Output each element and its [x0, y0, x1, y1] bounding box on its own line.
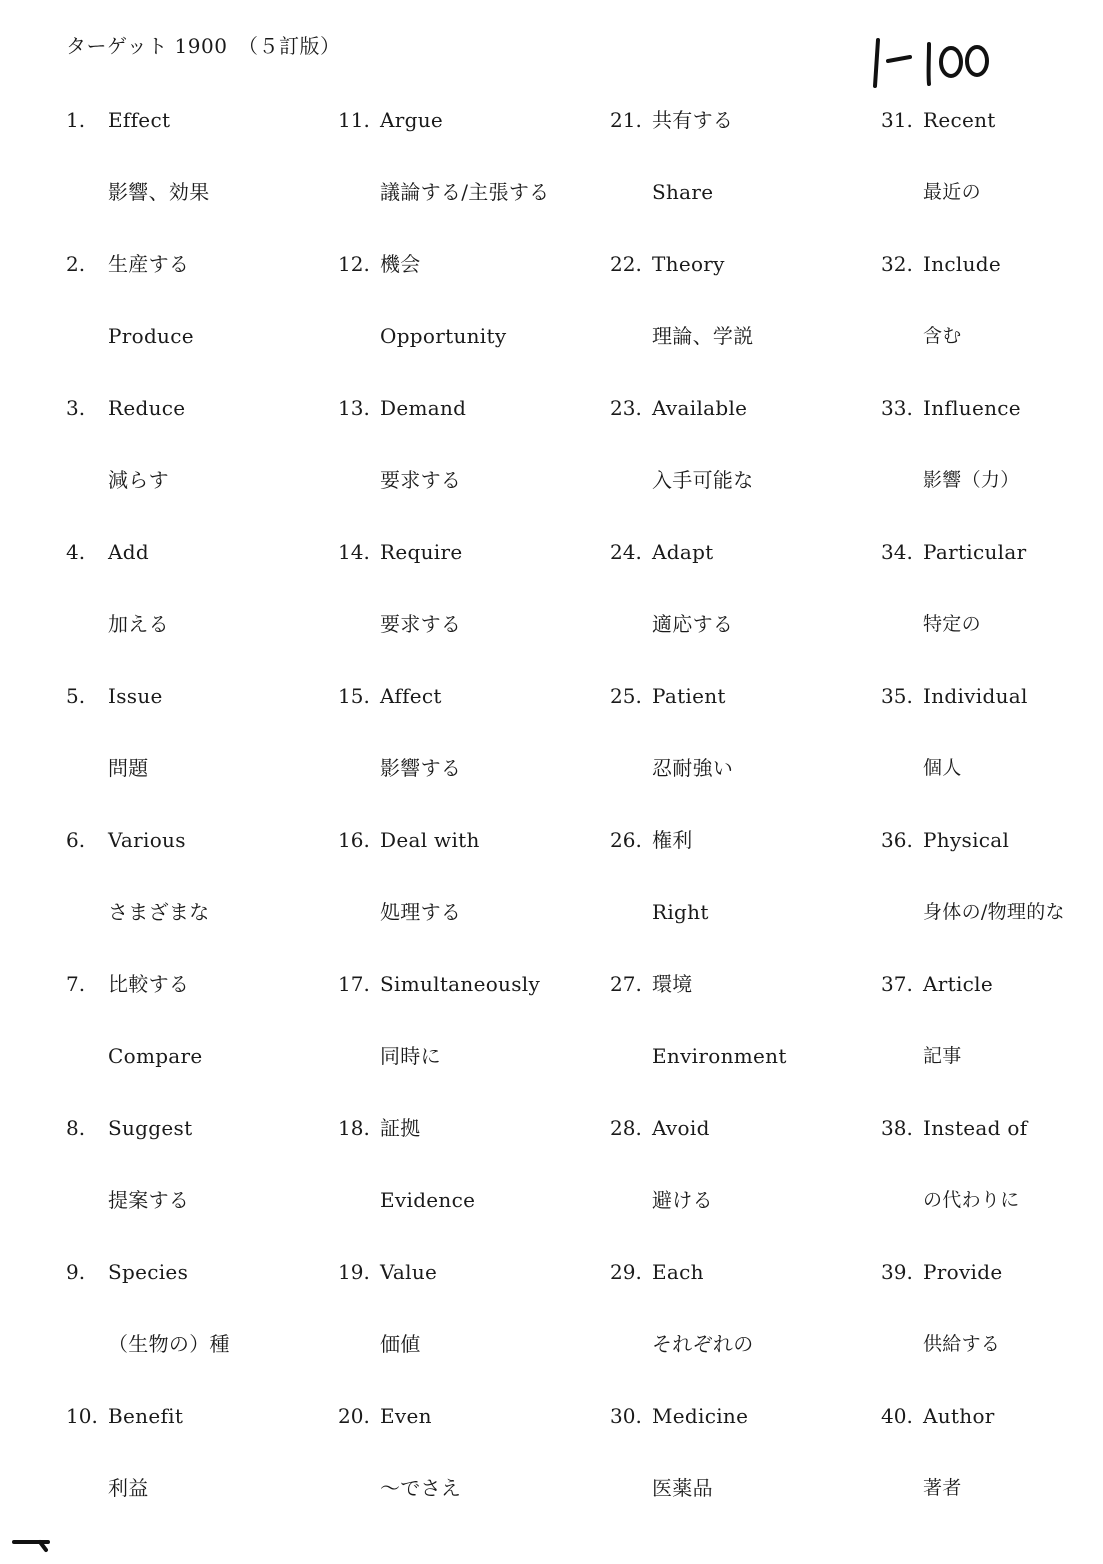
entry-word: 環境 — [652, 972, 693, 996]
entry-number: 29. — [610, 1260, 642, 1284]
entry-number: 35. — [881, 684, 913, 708]
vocab-entry — [338, 1114, 608, 1258]
entry-word: Reduce — [108, 396, 186, 420]
entry-meaning: Share — [652, 180, 714, 204]
entry-meaning: 著者 — [923, 1477, 962, 1499]
vocab-entry — [66, 394, 336, 538]
entry-word: Individual — [923, 684, 1028, 708]
entry-word: Deal with — [380, 828, 480, 852]
entry-word: Require — [380, 540, 463, 564]
entry-meaning: 個人 — [923, 757, 962, 779]
entry-word: Available — [652, 396, 748, 420]
entry-meaning: 問題 — [108, 756, 149, 780]
entry-meaning: 影響する — [380, 756, 462, 780]
vocab-entry — [881, 394, 1103, 538]
entry-number: 31. — [881, 108, 913, 132]
vocab-entry — [338, 682, 608, 826]
vocab-entry — [66, 682, 336, 826]
vocab-entry — [610, 1258, 880, 1402]
entry-meaning: （生物の）種 — [108, 1332, 230, 1356]
entry-number: 18. — [338, 1116, 370, 1140]
entry-word: Suggest — [108, 1116, 193, 1140]
entry-meaning: 適応する — [652, 612, 734, 636]
entry-word: Various — [108, 828, 186, 852]
entry-word: Issue — [108, 684, 163, 708]
entry-word: Demand — [380, 396, 467, 420]
entry-meaning: 要求する — [380, 612, 462, 636]
entry-word: 証拠 — [380, 1116, 421, 1140]
entry-meaning: 忍耐強い — [652, 756, 734, 780]
vocab-column-1 — [66, 0, 336, 1563]
entry-number: 37. — [881, 972, 913, 996]
entry-number: 15. — [338, 684, 370, 708]
entry-number: 4. — [66, 540, 86, 564]
entry-meaning: Compare — [108, 1044, 203, 1068]
entry-meaning: 影響（力） — [923, 469, 1020, 491]
vocab-entry — [610, 394, 880, 538]
entry-number: 25. — [610, 684, 642, 708]
entry-word: Theory — [652, 252, 725, 276]
entry-word: Each — [652, 1260, 704, 1284]
entry-meaning: それぞれの — [652, 1332, 754, 1356]
entry-word: Simultaneously — [380, 972, 541, 996]
entry-number: 11. — [338, 108, 370, 132]
entry-word: Provide — [923, 1260, 1003, 1284]
entry-number: 28. — [610, 1116, 642, 1140]
entry-number: 7. — [66, 972, 86, 996]
entry-number: 3. — [66, 396, 86, 420]
entry-number: 39. — [881, 1260, 913, 1284]
entry-number: 17. — [338, 972, 370, 996]
entry-number: 14. — [338, 540, 370, 564]
vocab-column-2 — [338, 0, 608, 1563]
entry-word: Even — [380, 1404, 432, 1428]
page-title: ターゲット 1900 （５訂版） — [66, 34, 341, 58]
vocab-entry — [66, 1114, 336, 1258]
entry-meaning: 加える — [108, 612, 169, 636]
entry-meaning: 議論する/主張する — [380, 180, 550, 204]
entry-word: Article — [923, 972, 993, 996]
entry-meaning: 提案する — [108, 1188, 190, 1212]
entry-number: 6. — [66, 828, 86, 852]
entry-number: 20. — [338, 1404, 370, 1428]
entry-number: 5. — [66, 684, 86, 708]
entry-number: 2. — [66, 252, 86, 276]
vocab-entry — [66, 1258, 336, 1402]
entry-word: Instead of — [923, 1116, 1028, 1140]
entry-meaning: Right — [652, 900, 709, 924]
vocab-entry — [610, 250, 880, 394]
vocab-entry — [338, 394, 608, 538]
entry-word: Particular — [923, 540, 1027, 564]
entry-number: 1. — [66, 108, 86, 132]
entry-meaning: 影響、効果 — [108, 180, 210, 204]
entry-meaning: 避ける — [652, 1188, 713, 1212]
entry-word: 共有する — [652, 108, 734, 132]
entry-number: 8. — [66, 1116, 86, 1140]
entry-meaning: 特定の — [923, 613, 981, 635]
vocab-entry — [881, 826, 1103, 970]
entry-meaning: ～でさえ — [380, 1476, 462, 1500]
entry-word: Avoid — [652, 1116, 710, 1140]
entry-word: Author — [923, 1404, 995, 1428]
vocab-entry — [610, 538, 880, 682]
entry-number: 9. — [66, 1260, 86, 1284]
vocab-entry — [881, 250, 1103, 394]
vocab-entry — [881, 682, 1103, 826]
vocab-entry — [66, 250, 336, 394]
entry-meaning: 利益 — [108, 1476, 149, 1500]
entry-number: 22. — [610, 252, 642, 276]
entry-meaning: Opportunity — [380, 324, 507, 348]
vocab-entry — [338, 1258, 608, 1402]
entry-word: 比較する — [108, 972, 190, 996]
entry-word: Add — [108, 540, 149, 564]
entry-number: 40. — [881, 1404, 913, 1428]
vocab-entry — [66, 1402, 336, 1546]
entry-number: 16. — [338, 828, 370, 852]
vocab-entry — [338, 106, 608, 250]
vocab-entry — [881, 1258, 1103, 1402]
vocab-entry — [881, 538, 1103, 682]
entry-meaning: 身体の/物理的な — [923, 901, 1065, 923]
entry-word: 権利 — [652, 828, 693, 852]
entry-number: 32. — [881, 252, 913, 276]
entry-number: 12. — [338, 252, 370, 276]
entry-meaning: 最近の — [923, 181, 981, 203]
entry-number: 30. — [610, 1404, 642, 1428]
entry-word: Species — [108, 1260, 189, 1284]
entry-word: 生産する — [108, 252, 190, 276]
vocab-entry — [610, 826, 880, 970]
entry-number: 23. — [610, 396, 642, 420]
entry-number: 27. — [610, 972, 642, 996]
vocab-entry — [881, 1402, 1103, 1546]
entry-meaning: 含む — [923, 325, 962, 347]
entry-number: 21. — [610, 108, 642, 132]
entry-meaning: 同時に — [380, 1044, 441, 1068]
entry-meaning: Evidence — [380, 1188, 476, 1212]
vocab-entry — [881, 1114, 1103, 1258]
entry-meaning: 入手可能な — [652, 468, 754, 492]
entry-word: 機会 — [380, 252, 421, 276]
vocab-entry — [610, 970, 880, 1114]
entry-number: 24. — [610, 540, 642, 564]
entry-meaning: Produce — [108, 324, 194, 348]
entry-meaning: 理論、学説 — [652, 324, 754, 348]
entry-meaning: 記事 — [923, 1045, 962, 1067]
entry-meaning: の代わりに — [923, 1189, 1020, 1211]
entry-word: Adapt — [652, 540, 714, 564]
entry-number: 33. — [881, 396, 913, 420]
vocab-column-3 — [610, 0, 880, 1563]
vocab-entry — [338, 250, 608, 394]
entry-number: 34. — [881, 540, 913, 564]
entry-meaning: 価値 — [380, 1332, 421, 1356]
entry-word: Patient — [652, 684, 726, 708]
entry-word: Benefit — [108, 1404, 184, 1428]
entry-meaning: さまざまな — [108, 900, 210, 924]
vocab-entry — [610, 1402, 880, 1546]
vocab-entry — [881, 106, 1103, 250]
vocab-entry — [66, 826, 336, 970]
entry-word: Value — [380, 1260, 438, 1284]
entry-meaning: 処理する — [380, 900, 462, 924]
vocab-column-4 — [881, 0, 1103, 1563]
entry-meaning: 供給する — [923, 1333, 1001, 1355]
vocab-entry — [338, 1402, 608, 1546]
entry-meaning: 減らす — [108, 468, 169, 492]
entry-word: Physical — [923, 828, 1010, 852]
vocab-entry — [610, 682, 880, 826]
entry-number: 10. — [66, 1404, 98, 1428]
entry-number: 19. — [338, 1260, 370, 1284]
entry-word: Influence — [923, 396, 1021, 420]
entry-number: 38. — [881, 1116, 913, 1140]
vocab-entry — [338, 826, 608, 970]
entry-word: Medicine — [652, 1404, 749, 1428]
entry-word: Effect — [108, 108, 171, 132]
entry-word: Argue — [380, 108, 444, 132]
entry-word: Include — [923, 252, 1001, 276]
entry-meaning: Environment — [652, 1044, 787, 1068]
vocab-entry — [610, 1114, 880, 1258]
entry-meaning: 要求する — [380, 468, 462, 492]
entry-word: Affect — [380, 684, 442, 708]
entry-number: 26. — [610, 828, 642, 852]
entry-meaning: 医薬品 — [652, 1476, 713, 1500]
entry-number: 13. — [338, 396, 370, 420]
vocab-entry — [66, 106, 336, 250]
vocab-entry — [881, 970, 1103, 1114]
vocab-entry — [338, 538, 608, 682]
entry-word: Recent — [923, 108, 996, 132]
vocab-entry — [338, 970, 608, 1114]
vocab-entry — [610, 106, 880, 250]
vocab-entry — [66, 970, 336, 1114]
entry-number: 36. — [881, 828, 913, 852]
vocab-entry — [66, 538, 336, 682]
